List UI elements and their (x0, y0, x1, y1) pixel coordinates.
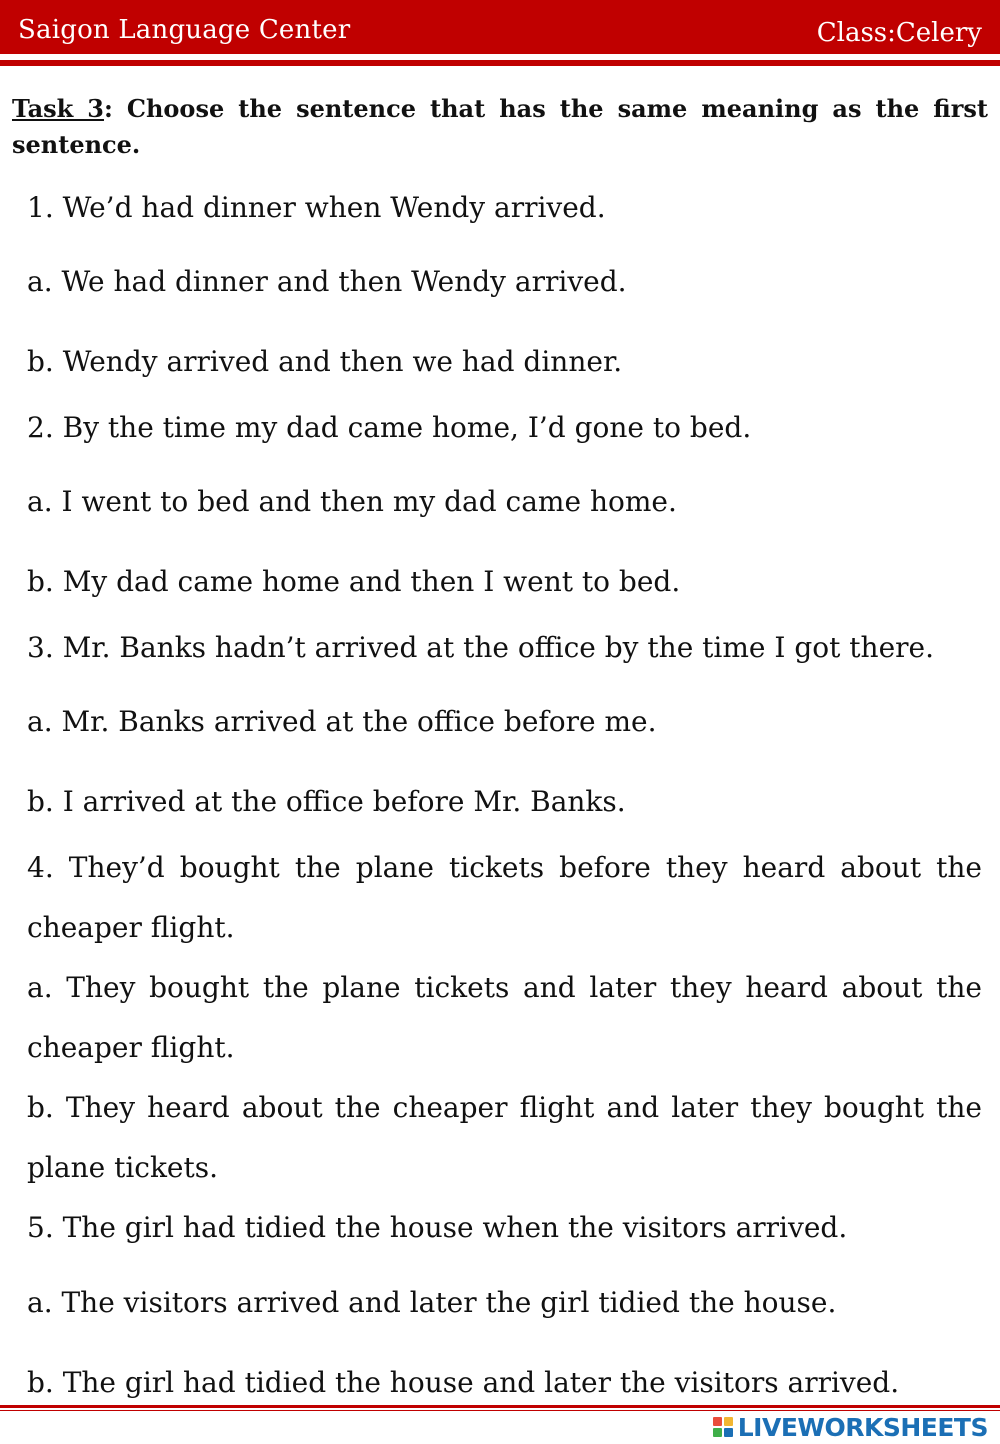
logo-text: LIVEWORKSHEETS (737, 1412, 988, 1442)
logo-square-yellow (724, 1417, 733, 1426)
question-1: 1. We’d had dinner when Wendy arrived. (27, 191, 606, 224)
question-2-option-a[interactable]: a. I went to bed and then my dad came home. (27, 485, 677, 518)
question-3-option-b[interactable]: b. I arrived at the office before Mr. Banks. (27, 785, 626, 818)
class-label: Class:Celery (816, 18, 982, 48)
task-label: Task 3 (12, 94, 104, 123)
question-2-option-b[interactable]: b. My dad came home and then I went to bed. (27, 565, 681, 598)
question-4-option-b[interactable]: b. They heard about the cheaper flight and later they bought the plane tickets. (27, 1091, 982, 1184)
school-name: Saigon Language Center (18, 15, 351, 45)
footer-divider-thin (0, 1410, 1000, 1411)
task-instruction (12, 91, 988, 163)
header-bar (0, 0, 1000, 54)
liveworksheets-logo (713, 1412, 988, 1442)
question-5-option-b[interactable]: b. The girl had tidied the house and later the visitors arrived. (27, 1366, 900, 1399)
question-3: 3. Mr. Banks hadn’t arrived at the office by the time I got there. (27, 631, 934, 664)
task-instruction-text: : Choose the sentence that has the same meaning as the first sentence. (12, 94, 988, 159)
question-1-option-a[interactable]: a. We had dinner and then Wendy arrived. (27, 265, 627, 298)
header-divider (0, 60, 1000, 66)
logo-square-red (713, 1417, 722, 1426)
footer-divider (0, 1405, 1000, 1408)
question-2: 2. By the time my dad came home, I’d gone to bed. (27, 411, 752, 444)
question-5: 5. The girl had tidied the house when the visitors arrived. (27, 1211, 848, 1244)
question-1-option-b[interactable]: b. Wendy arrived and then we had dinner. (27, 345, 623, 378)
logo-square-green (713, 1428, 722, 1437)
question-4-option-a[interactable]: a. They bought the plane tickets and later they heard about the cheaper flight. (27, 971, 982, 1064)
question-5-option-a[interactable]: a. The visitors arrived and later the girl tidied the house. (27, 1286, 837, 1319)
question-4: 4. They’d bought the plane tickets before they heard about the cheaper flight. (27, 851, 982, 944)
question-3-option-a[interactable]: a. Mr. Banks arrived at the office before me. (27, 705, 657, 738)
liveworksheets-logo-icon (713, 1417, 733, 1437)
logo-square-blue (724, 1428, 733, 1437)
